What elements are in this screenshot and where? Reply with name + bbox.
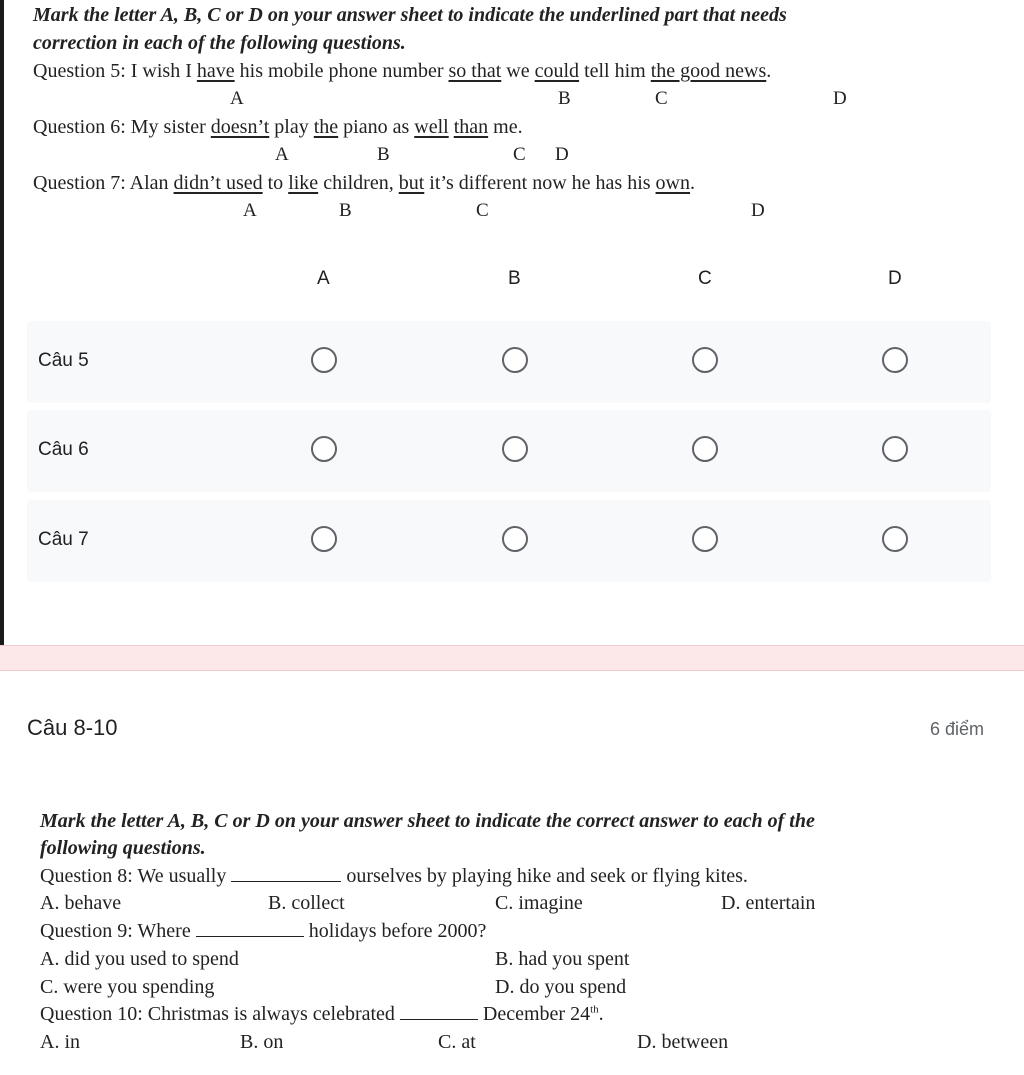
q7-part-b: like (288, 172, 319, 194)
q5-letter-b: B (558, 88, 571, 109)
q8-blank (231, 881, 341, 882)
radio-cau6-a[interactable] (311, 436, 337, 462)
q7-text: to (262, 172, 289, 194)
q5-text: tell him (579, 60, 651, 82)
radio-cau7-c[interactable] (692, 526, 718, 552)
grid-col-c: C (698, 268, 712, 289)
instruction-line-1: Mark the letter A, B, C or D on your answer sheet to indicate the underlined part that needs (33, 4, 787, 26)
q6-part-a: doesn’t (210, 116, 270, 138)
q10-option-b: B. on (240, 1031, 284, 1053)
q10-option-c: C. at (438, 1031, 476, 1053)
radio-cau7-d[interactable] (882, 526, 908, 552)
q9-stem: holidays before 2000? (303, 920, 487, 942)
q5-text: his mobile phone number (234, 60, 449, 82)
q7-part-d: own (655, 172, 690, 194)
q6-letter-c: C (513, 144, 526, 165)
q7-text: . (690, 172, 695, 194)
q6-part-d: than (453, 116, 489, 138)
q6-part-b: the (313, 116, 339, 138)
left-border (0, 0, 4, 645)
grid-row-cau-5 (27, 321, 991, 403)
radio-cau5-a[interactable] (311, 347, 337, 373)
q7-part-a: didn’t used (173, 172, 263, 194)
q8-stem: ourselves by playing hike and seek or flying kites. (341, 865, 748, 887)
row-label: Câu 6 (38, 439, 89, 460)
q7-letter-d: D (751, 200, 765, 221)
question-10 (40, 1003, 604, 1026)
q10-option-a: A. in (40, 1031, 80, 1053)
q7-part-c: but (398, 172, 425, 194)
q5-part-a: have (196, 60, 235, 82)
radio-cau5-c[interactable] (692, 347, 718, 373)
q8-option-b: B. collect (268, 892, 345, 914)
q10-stem: Question 10: Christmas is always celebrated (40, 1003, 400, 1025)
instruction2-line-1: Mark the letter A, B, C or D on your answer sheet to indicate the correct answer to each of the (40, 810, 815, 832)
radio-cau6-d[interactable] (882, 436, 908, 462)
section-title: Câu 8-10 (27, 715, 118, 740)
q7-text: it’s different now he has his (424, 172, 656, 194)
radio-cau5-d[interactable] (882, 347, 908, 373)
q7-letter-b: B (339, 200, 352, 221)
radio-cau6-b[interactable] (502, 436, 528, 462)
q5-part-d: the good news (650, 60, 767, 82)
q6-text: piano as (338, 116, 415, 138)
q6-part-c: well (414, 116, 449, 138)
q9-stem: Question 9: Where (40, 920, 196, 942)
q9-option-c: C. were you spending (40, 976, 215, 998)
q5-letter-d: D (833, 88, 847, 109)
q8-option-a: A. behave (40, 892, 122, 914)
q9-option-b: B. had you spent (495, 948, 630, 970)
q8-option-c: C. imagine (495, 892, 583, 914)
question-8 (40, 865, 748, 888)
row-label: Câu 5 (38, 350, 89, 371)
radio-cau7-b[interactable] (502, 526, 528, 552)
q9-option-a: A. did you used to spend (40, 948, 239, 970)
row-label: Câu 7 (38, 529, 89, 550)
instruction2-line-2: following questions. (40, 837, 206, 859)
q5-text: we (501, 60, 535, 82)
q6-letter-b: B (377, 144, 390, 165)
q8-option-d: D. entertain (721, 892, 816, 914)
radio-cau7-a[interactable] (311, 526, 337, 552)
question-6 (33, 116, 523, 139)
q7-letter-a: A (243, 200, 257, 221)
q9-blank (196, 936, 304, 937)
q6-text: play (269, 116, 314, 138)
grid-col-a: A (317, 268, 330, 289)
q7-text: children, (318, 172, 399, 194)
q5-text: . (766, 60, 772, 82)
q10-option-d: D. between (637, 1031, 729, 1053)
q10-stem: December 24 (477, 1003, 591, 1025)
q10-superscript: th (590, 1003, 599, 1016)
q8-stem: Question 8: We usually (40, 865, 232, 887)
q6-text: Question 6: My sister (33, 116, 211, 138)
instruction-line-2: correction in each of the following questions. (33, 32, 406, 54)
q5-letter-a: A (230, 88, 244, 109)
radio-cau6-c[interactable] (692, 436, 718, 462)
grid-row-cau-6 (27, 410, 991, 492)
grid-col-b: B (508, 268, 521, 289)
question-9 (40, 920, 486, 943)
q10-stem: . (598, 1003, 604, 1025)
q7-text: Question 7: Alan (33, 172, 174, 194)
section-points: 6 điểm (930, 719, 985, 739)
radio-cau5-b[interactable] (502, 347, 528, 373)
question-7 (33, 172, 695, 195)
q6-letter-d: D (555, 144, 569, 165)
q5-letter-c: C (655, 88, 668, 109)
q10-blank (400, 1019, 478, 1020)
question-5 (33, 60, 771, 83)
grid-row-cau-7 (27, 500, 991, 582)
q5-part-c: could (534, 60, 580, 82)
q5-text: Question 5: I wish I (33, 60, 197, 82)
q7-letter-c: C (476, 200, 489, 221)
section-divider (0, 645, 1024, 671)
q5-part-b: so that (448, 60, 502, 82)
q6-letter-a: A (275, 144, 289, 165)
grid-col-d: D (888, 268, 902, 289)
q9-option-d: D. do you spend (495, 976, 627, 998)
q6-text: me. (488, 116, 523, 138)
